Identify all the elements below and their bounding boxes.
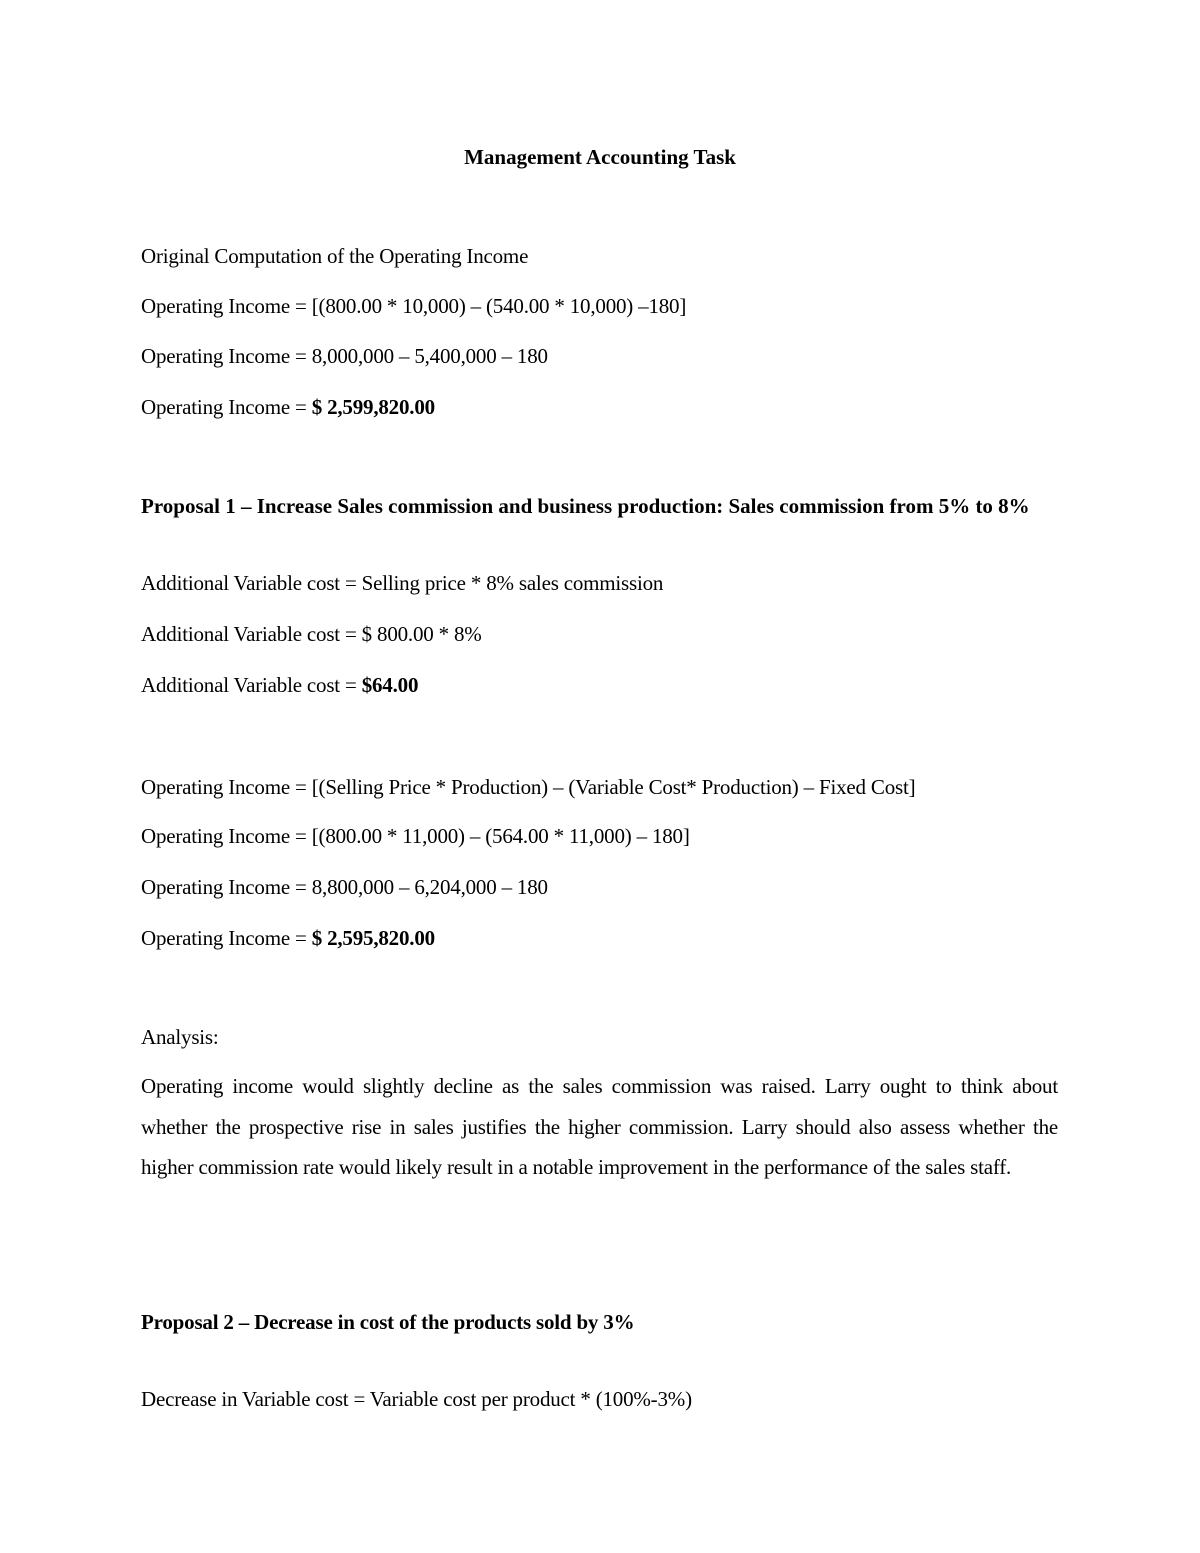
proposal1-avc-prefix: Additional Variable cost = <box>141 673 362 697</box>
proposal2-formula: Decrease in Variable cost = Variable cost per product * (100%-3%) <box>141 1387 692 1411</box>
proposal1-oi-result <box>141 924 435 952</box>
analysis-paragraph: Operating income would slightly decline as the sales commission was raised. Larry ought to think about whether the prospective rise in sales justifies the higher commission. Larry should also assess whether the higher commission rate would likely result in a notable improvement in the performance of the sales staff. <box>141 1074 1058 1179</box>
document-title: Management Accounting Task <box>464 145 736 169</box>
original-result-prefix: Operating Income = <box>141 395 312 419</box>
proposal1-oi-value: $ 2,595,820.00 <box>311 926 435 950</box>
proposal1-oi-calc: Operating Income = 8,800,000 – 6,204,000 – 180 <box>141 875 548 899</box>
original-result-value: $ 2,599,820.00 <box>311 395 435 419</box>
proposal1-oi-values: Operating Income = [(800.00 * 11,000) – (564.00 * 11,000) – 180] <box>141 824 690 848</box>
original-heading: Original Computation of the Operating Income <box>141 244 529 268</box>
proposal1-avc-result <box>141 671 418 699</box>
original-result-line <box>141 393 435 421</box>
original-formula-line: Operating Income = [(800.00 * 10,000) – (540.00 * 10,000) –180] <box>141 294 687 318</box>
analysis-label: Analysis: <box>141 1025 219 1049</box>
proposal1-oi-formula: Operating Income = [(Selling Price * Production) – (Variable Cost* Production) – Fixed Cost] <box>141 775 916 799</box>
proposal1-oi-prefix: Operating Income = <box>141 926 312 950</box>
proposal1-avc-formula: Additional Variable cost = Selling price * 8% sales commission <box>141 571 664 595</box>
original-calc-line: Operating Income = 8,000,000 – 5,400,000 – 180 <box>141 344 548 368</box>
proposal1-avc-value: $64.00 <box>361 673 419 697</box>
proposal2-heading: Proposal 2 – Decrease in cost of the products sold by 3% <box>141 1310 635 1334</box>
proposal1-heading: Proposal 1 – Increase Sales commission and business production: Sales commission from 5% to 8% <box>141 494 1030 518</box>
proposal1-avc-calc: Additional Variable cost = $ 800.00 * 8% <box>141 622 482 646</box>
